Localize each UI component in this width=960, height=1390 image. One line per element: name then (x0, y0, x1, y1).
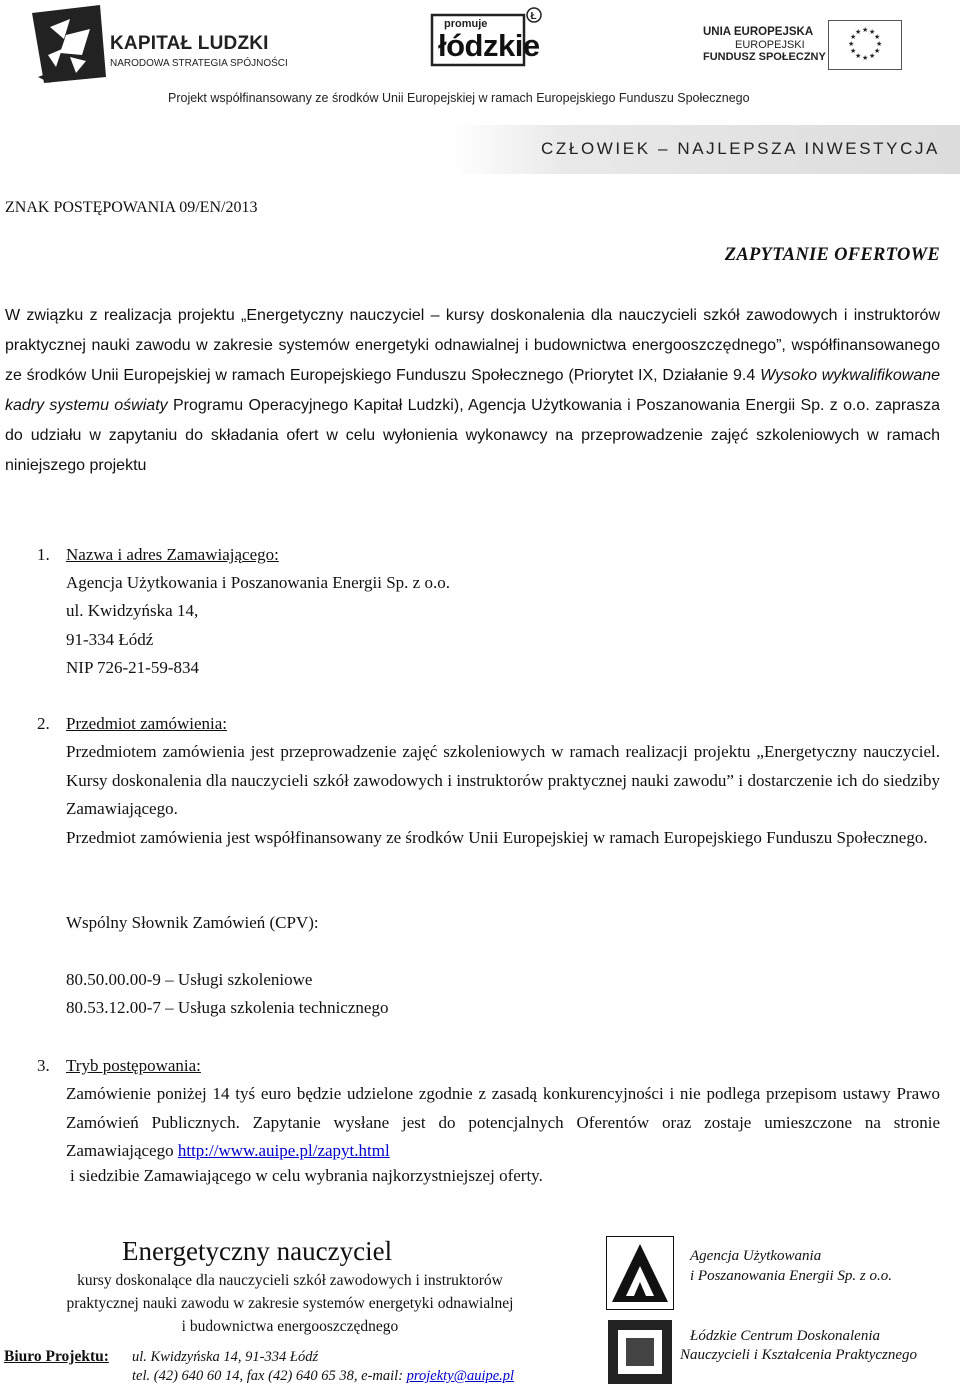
svg-text:★: ★ (850, 47, 857, 55)
footer-office-label: Biuro Projektu: (4, 1348, 109, 1365)
section-2-number: 2. (37, 714, 50, 733)
orderer-nip: NIP 726-21-59-834 (66, 658, 199, 677)
orderer-name: Agencja Użytkowania i Poszanowania Energii Sp. z o.o. (66, 573, 450, 592)
agency-logo (606, 1236, 674, 1310)
footer-center-line-1: Łódzkie Centrum Doskonalenia (690, 1328, 880, 1344)
kapital-ludzki-title: KAPITAŁ LUDZKI (110, 33, 269, 54)
footer-address: ul. Kwidzyńska 14, 91-334 Łódź (132, 1349, 319, 1365)
footer-line-3: i budownictwa energooszczędnego (181, 1318, 399, 1335)
svg-text:★: ★ (855, 28, 862, 36)
cpv-code-2: 80.53.12.00-7 – Usługa szkolenia technicznego (66, 998, 389, 1017)
footer-contact-text: tel. (42) 640 60 14, fax (42) 640 65 38, e-mail: (132, 1368, 404, 1384)
svg-text:★: ★ (862, 26, 869, 34)
intro-text-2: Programu Operacyjnego Kapitał Ludzki), Agencja Użytkowania i Poszanowania Energii Sp. z o.o. zaprasza do udziału w zapytaniu do składania ofert w celu wyłonienia wykonawcy na przeprowadzenie zajęć szkoleniowych w ramach niniejszego projektu (5, 397, 940, 474)
intro-paragraph (5, 301, 940, 481)
footer-line-2: praktycznej nauki zawodu w zakresie systemów energetyki odnawialnej (66, 1295, 514, 1312)
svg-text:Ł: Ł (530, 11, 537, 22)
footer-agency-line-2: i Poszanowania Energii Sp. z o.o. (690, 1268, 892, 1284)
cpv-code-1: 80.50.00.00-9 – Usługi szkoleniowe (66, 970, 313, 989)
section-3-number: 3. (37, 1056, 50, 1075)
svg-text:★: ★ (869, 52, 876, 60)
svg-text:★: ★ (862, 54, 869, 62)
svg-text:★: ★ (874, 33, 881, 41)
subject-paragraph-2: Przedmiot zamówienia jest współfinansowany ze środków Unii Europejskiej w ramach Europejskiego Funduszu Społecznego. (66, 828, 928, 847)
footer-center-line-2: Nauczycieli i Kształcenia Praktycznego (680, 1347, 918, 1363)
svg-text:★: ★ (850, 33, 857, 41)
lcdnikp-logo (606, 1318, 674, 1386)
procedure-text: Zamówienie poniżej 14 tyś euro będzie udzielone zgodnie z zasadą konkurencyjności i nie podlega przepisom ustawy Prawo Zamówień Publicznych. Zapytanie wysłane jest do potencjalnych Oferentów oraz zostaje umieszczone na stronie Zamawiającego (66, 1084, 940, 1160)
footer-contact (132, 1368, 514, 1385)
intro-italic: Wysoko wykwalifikowane kadry systemu oświaty (5, 367, 941, 414)
subject-paragraph-1: Przedmiotem zamówienia jest przeprowadzenie zajęć szkoleniowych w ramach realizacji projektu „Energetyczny nauczyciel. Kursy doskonalenia dla nauczycieli szkół zawodowych i instruktorów praktycznej nauki zawodu” i dostarczenie ich do siedziby Zamawiającego. (66, 742, 940, 818)
footer-agency-line-1: Agencja Użytkowania (690, 1248, 822, 1264)
announcement-link[interactable]: http://www.auipe.pl/zapyt.html (177, 1141, 390, 1160)
cpv-label: Wspólny Słownik Zamówień (CPV): (66, 913, 319, 932)
footer-line-1: kursy doskonalące dla nauczycieli szkół zawodowych i instruktorów (77, 1272, 503, 1289)
section-1-number: 1. (37, 545, 50, 564)
section-3-title: Tryb postępowania: (66, 1056, 201, 1075)
page-title: ZAPYTANIE OFERTOWE (724, 245, 940, 265)
svg-text:★: ★ (848, 40, 855, 48)
promuje-label: promuje (444, 18, 488, 30)
orderer-city: 91-334 Łódź (66, 630, 154, 649)
eu-flag-icon (828, 20, 902, 70)
svg-text:★: ★ (874, 47, 881, 55)
svg-text:★: ★ (869, 28, 876, 36)
footer-project-title: Energetyczny nauczyciel (122, 1236, 393, 1266)
motto-text: CZŁOWIEK – NAJLEPSZA INWESTYCJA (541, 139, 940, 158)
footer-email-link[interactable]: projekty@auipe.pl (406, 1368, 515, 1384)
eu-label-1: UNIA EUROPEJSKA (703, 26, 814, 38)
section-2-title: Przedmiot zamówienia: (66, 714, 227, 733)
orderer-street: ul. Kwidzyńska 14, (66, 601, 199, 620)
case-number: ZNAK POSTĘPOWANIA 09/EN/2013 (5, 199, 258, 216)
procedure-text-end: i siedzibie Zamawiającego w celu wybrania najkorzystniejszej oferty. (70, 1166, 543, 1185)
svg-text:★: ★ (876, 40, 883, 48)
project-cofinancing-line: Projekt współfinansowany ze środków Unii Europejskiej w ramach Europejskiego Funduszu Społecznego (168, 91, 750, 105)
kapital-ludzki-subtitle: NARODOWA STRATEGIA SPÓJNOŚCI (110, 58, 288, 69)
svg-text:★: ★ (855, 52, 862, 60)
eu-label-2: EUROPEJSKI (735, 39, 805, 51)
lodzkie-label: łódzkie (438, 28, 540, 63)
intro-text-1: W związku z realizacja projektu „Energetyczny nauczyciel – kursy doskonalenia dla nauczycieli szkół zawodowych i instruktorów praktycznej nauki zawodu w zakresie systemów energetyki odnawialnej i budownictwa energooszczędnego”, współfinansowanego ze środków Unii Europejskiej w ramach Europejskiego Funduszu Społecznego (Priorytet IX, Działanie 9.4 (5, 307, 940, 384)
section-1-title: Nazwa i adres Zamawiającego: (66, 545, 279, 564)
eu-label-3: FUNDUSZ SPOŁECZNY (703, 51, 826, 63)
procedure-paragraph (66, 1080, 940, 1166)
